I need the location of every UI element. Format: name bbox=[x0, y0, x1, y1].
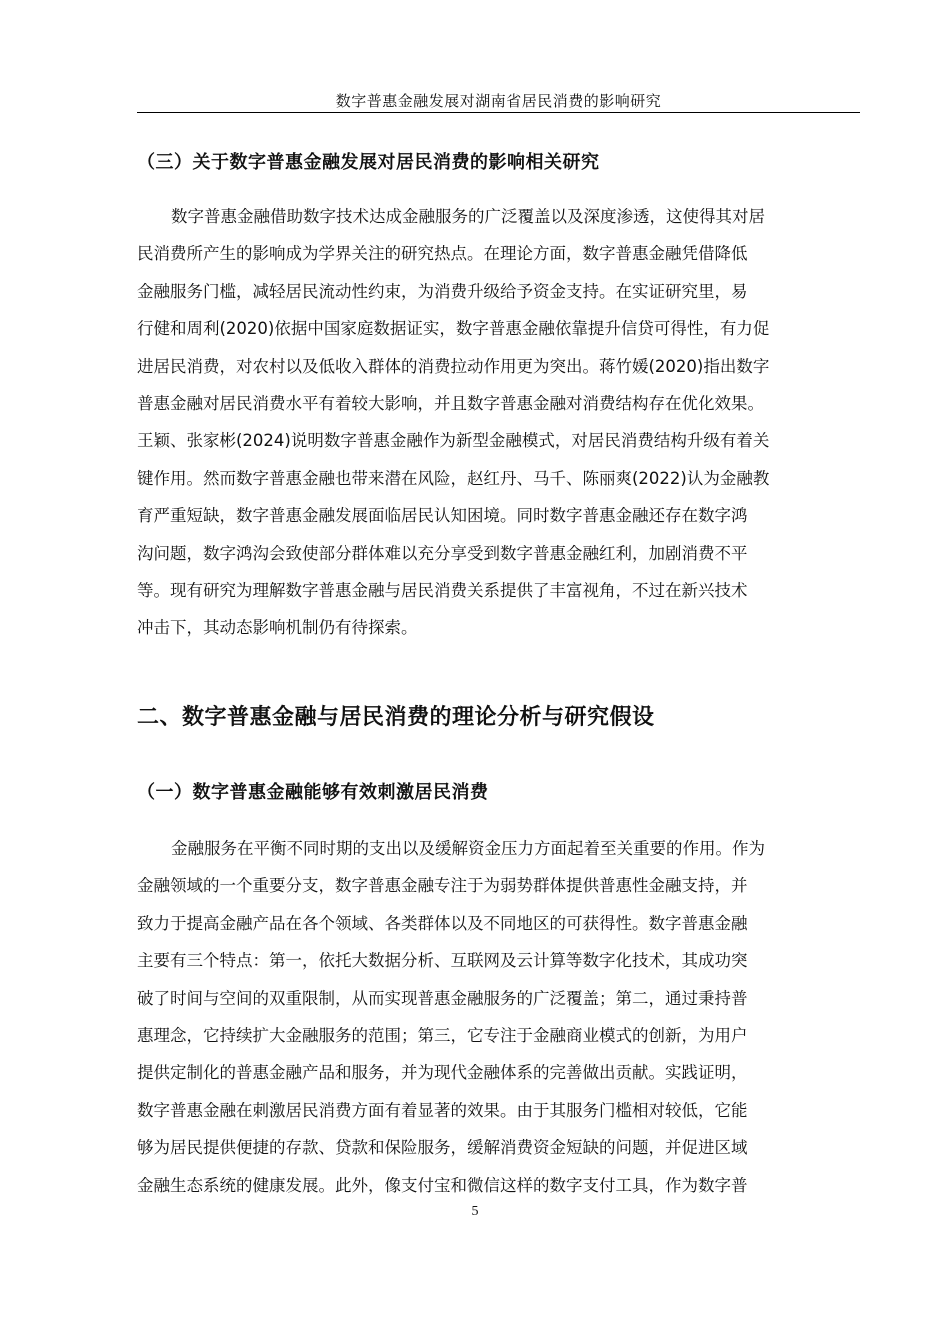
paragraph-line: 等。现有研究为理解数字普惠金融与居民消费关系提供了丰富视角，不过在新兴技术 bbox=[137, 580, 748, 600]
paragraph-line: 数字普惠金融在刺激居民消费方面有着显著的效果。由于其服务门槛相对较低，它能 bbox=[137, 1100, 748, 1120]
paragraph-line: 普惠金融对居民消费水平有着较大影响，并且数字普惠金融对消费结构存在优化效果。 bbox=[137, 393, 764, 413]
paragraph-line: 行健和周利(2020)依据中国家庭数据证实，数字普惠金融依靠提升信贷可得性，有力促 bbox=[137, 319, 770, 339]
section-heading-3: （三）关于数字普惠金融发展对居民消费的影响相关研究 bbox=[137, 152, 600, 173]
paragraph-line: 键作用。然而数字普惠金融也带来潜在风险，赵红丹、马千、陈丽爽(2022)认为金融教 bbox=[137, 468, 770, 488]
paragraph-line: 惠理念，它持续扩大金融服务的范围；第三，它专注于金融商业模式的创新，为用户 bbox=[137, 1025, 748, 1045]
paragraph-line: 民消费所产生的影响成为学界关注的研究热点。在理论方面，数字普惠金融凭借降低 bbox=[137, 244, 748, 264]
paragraph-line: 破了时间与空间的双重限制，从而实现普惠金融服务的广泛覆盖；第二，通过秉持普 bbox=[137, 988, 748, 1008]
paragraph-line: 提供定制化的普惠金融产品和服务，并为现代金融体系的完善做出贡献。实践证明， bbox=[137, 1063, 748, 1083]
section-3-paragraph bbox=[137, 198, 859, 647]
section-heading-1: （一）数字普惠金融能够有效刺激居民消费 bbox=[137, 782, 489, 803]
paragraph-line: 主要有三个特点：第一，依托大数据分析、互联网及云计算等数字化技术，其成功突 bbox=[137, 951, 748, 971]
paragraph-line: 够为居民提供便捷的存款、贷款和保险服务，缓解消费资金短缺的问题，并促进区域 bbox=[137, 1138, 748, 1158]
paragraph-line: 沟问题，数字鸿沟会致使部分群体难以充分享受到数字普惠金融红利，加剧消费不平 bbox=[137, 543, 748, 563]
paragraph-line: 金融领域的一个重要分支，数字普惠金融专注于为弱势群体提供普惠性金融支持，并 bbox=[137, 876, 748, 896]
paragraph-line: 冲击下，其动态影响机制仍有待探索。 bbox=[137, 618, 418, 638]
paragraph-line: 金融服务在平衡不同时期的支出以及缓解资金压力方面起着至关重要的作用。作为 bbox=[171, 839, 765, 858]
paragraph-line: 王颖、张家彬(2024)说明数字普惠金融作为新型金融模式，对居民消费结构升级有着关 bbox=[137, 431, 770, 451]
paragraph-line: 进居民消费，对农村以及低收入群体的消费拉动作用更为突出。蒋竹媛(2020)指出数字 bbox=[137, 356, 770, 376]
paragraph-line: 数字普惠金融借助数字技术达成金融服务的广泛覆盖以及深度渗透，这使得其对居 bbox=[171, 207, 765, 226]
paragraph-line: 致力于提高金融产品在各个领域、各类群体以及不同地区的可获得性。数字普惠金融 bbox=[137, 913, 748, 933]
running-header: 数字普惠金融发展对湖南省居民消费的影响研究 bbox=[137, 90, 860, 113]
paragraph-line: 金融生态系统的健康发展。此外，像支付宝和微信这样的数字支付工具，作为数字普 bbox=[137, 1175, 748, 1195]
page-number: 5 bbox=[471, 1204, 479, 1219]
paragraph-line: 育严重短缺，数字普惠金融发展面临居民认知困境。同时数字普惠金融还存在数字鸿 bbox=[137, 506, 748, 526]
paragraph-line: 金融服务门槛，减轻居民流动性约束，为消费升级给予资金支持。在实证研究里，易 bbox=[137, 281, 748, 301]
section-1-paragraph bbox=[137, 830, 859, 1204]
chapter-heading-2: 二、数字普惠金融与居民消费的理论分析与研究假设 bbox=[137, 705, 655, 730]
